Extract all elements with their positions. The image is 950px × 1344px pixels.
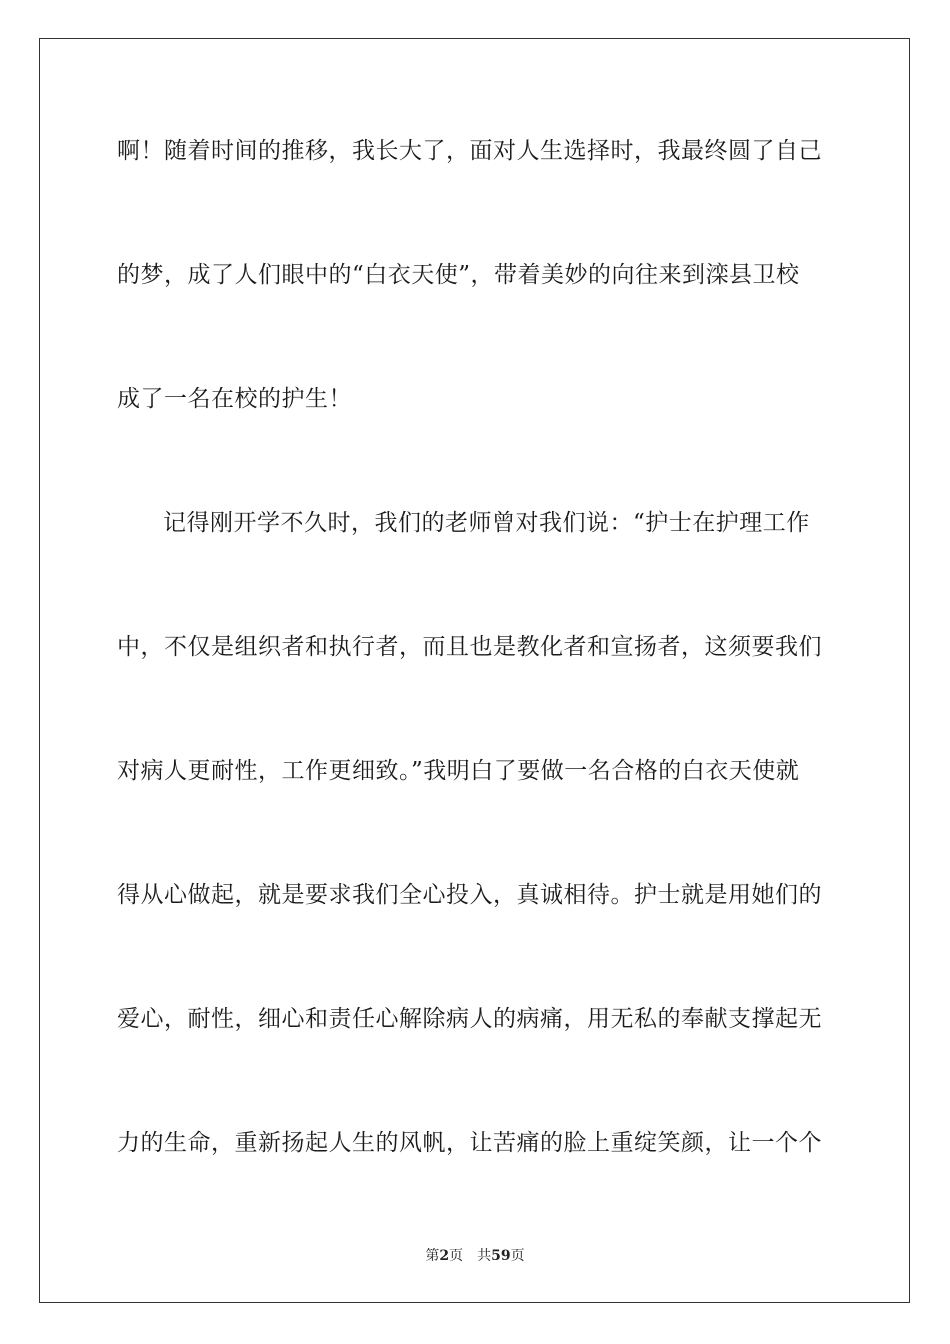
- text-line-1: 啊！随着时间的推移，我长大了，面对人生选择时，我最终圆了自己: [117, 138, 822, 164]
- page-prefix: 第: [425, 1248, 440, 1264]
- text-line-4: 记得刚开学不久时，我们的老师曾对我们说：“护士在护理工作: [163, 510, 810, 536]
- text-line-7: 得从心做起，就是要求我们全心投入，真诚相待。护士就是用她们的: [117, 882, 822, 908]
- total-pages: 59: [491, 1248, 511, 1264]
- page-number: 2: [439, 1248, 450, 1264]
- text-line-3: 成了一名在校的护生！: [117, 386, 352, 412]
- text-line-9: 力的生命，重新扬起人生的风帆，让苦痛的脸上重绽笑颜，让一个个: [117, 1130, 822, 1156]
- total-prefix: 共: [477, 1248, 492, 1264]
- page-footer: [0, 1247, 950, 1265]
- page-suffix: 页: [449, 1248, 464, 1264]
- total-suffix: 页: [510, 1248, 525, 1264]
- text-line-2: 的梦，成了人们眼中的“白衣天使”，带着美妙的向往来到滦县卫校: [117, 262, 800, 288]
- page-border: [39, 38, 910, 1303]
- text-line-5: 中，不仅是组织者和执行者，而且也是教化者和宣扬者，这须要我们: [117, 634, 822, 660]
- text-line-8: 爱心，耐性，细心和责任心解除病人的病痛，用无私的奉献支撑起无: [117, 1006, 822, 1032]
- text-line-6: 对病人更耐性，工作更细致。”我明白了要做一名合格的白衣天使就: [117, 758, 800, 784]
